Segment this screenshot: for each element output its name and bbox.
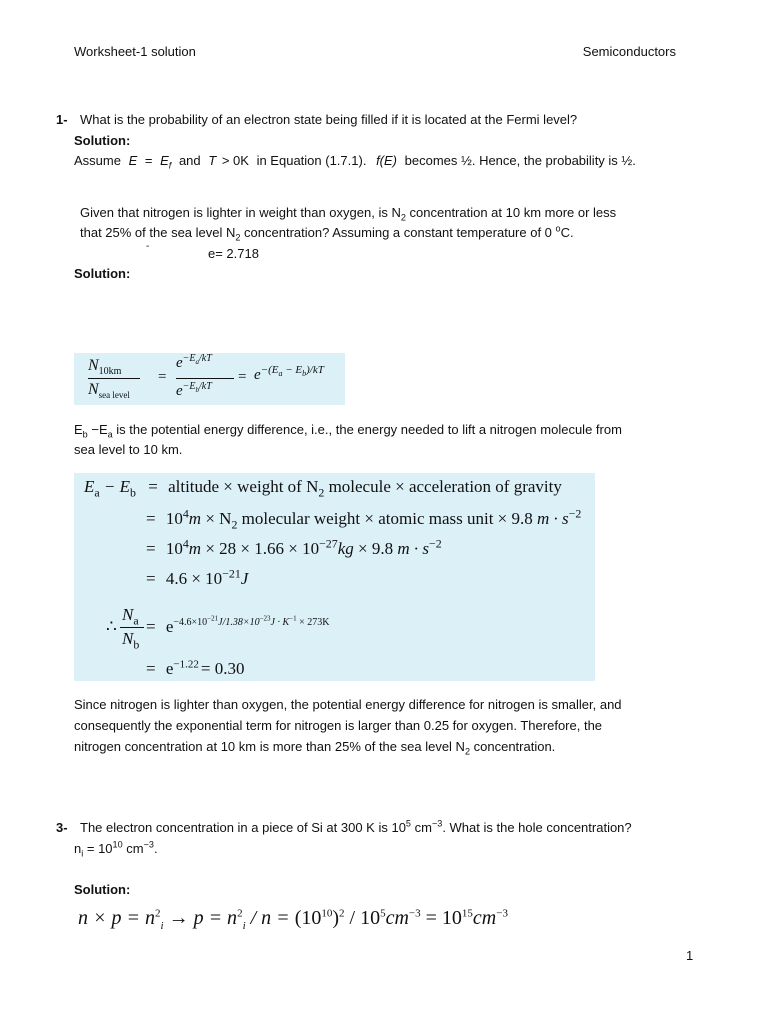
q2-question-line1: Given that nitrogen is lighter in weight than oxygen, is $N_2$ concentration at 10 km more or less [80, 205, 617, 223]
q2-question-line2: that 25% of the sea level $N_2$ concentration? Assuming a constant temperature of 0 $^o$C. [80, 223, 574, 243]
q3-question-line1: The electron concentration in a piece of Si at 300 K is $10^5$ $cm^{-3}$. What is the hole concentration? [80, 818, 632, 835]
derivation-frac-num: $N_a$ [122, 605, 139, 628]
q2-conclusion-line2: consequently the exponential term for nitrogen is larger than 0.25 for oxygen. Therefore, the [74, 718, 603, 733]
q2-explain-line1: $E_b -E_a$ is the potential energy difference, i.e., the energy needed to lift a nitrogen molecule from [74, 422, 622, 440]
derivation-frac-den: $N_b$ [122, 629, 140, 652]
q2-solution-label: Solution: [74, 266, 131, 281]
header-subject: Semiconductors [582, 44, 676, 59]
ratio-fraction-bar [88, 378, 140, 379]
ratio-exp-fraction-bar [176, 378, 234, 379]
ratio-bottom-exp: $e^{-E_b/kT}$ [176, 381, 212, 399]
ratio-rhs: $e^{-(E_a - E_b)/kT}$ [254, 364, 324, 383]
q3-solution-label: Solution: [74, 882, 131, 897]
ratio-numerator: $N_{10km}$ [88, 357, 122, 378]
derivation-line2: = $10^4m \times N_2$ molecular weight × atomic mass unit × 9.8 $m \cdot s^{-2}$ [146, 506, 582, 532]
derivation-therefore: ∴ [106, 617, 117, 636]
header-title: Worksheet-1 solution [74, 44, 196, 59]
ratio-equals-2: = [238, 369, 247, 385]
q2-explain-line2: sea level to 10 km. [74, 442, 183, 457]
q2-conclusion-line1: Since nitrogen is lighter than oxygen, the potential energy difference for nitrogen is smaller, and [74, 697, 622, 712]
q1-number: 1- [56, 112, 68, 127]
page-number: 1 [686, 948, 694, 963]
derivation-box [74, 473, 595, 681]
q2-dash: - [146, 241, 150, 252]
q1-question: What is the probability of an electron state being filled if it is located at the Fermi level? [80, 112, 578, 127]
q3-equation: $n \times p = n^2_i \to p = n^2_i / n = (10^{10})^2 / 10^5cm^{-3} = 10^{15}cm^{-3}$ [78, 907, 508, 932]
ratio-top-exp: $e^{-E_a/kT}$ [176, 353, 212, 371]
q1-solution-label: Solution: [74, 133, 131, 148]
derivation-frac-bar [120, 627, 144, 628]
ratio-denominator: $N_{sea level}$ [88, 381, 130, 401]
derivation-line1: $E_a - E_b$ = altitude × weight of $N_2$ molecule × acceleration of gravity [84, 477, 562, 500]
q2-e-value: e= 2.718 [208, 246, 259, 261]
q1-solution-text: Assume $E = E_f$ and T > 0K in Equation (1.7.1). f(E) becomes ½. Hence, the probability is ½. [74, 153, 636, 171]
derivation-line3: = $10^4m \times 28 \times 1.66 \times 10^{-27}kg \times 9.8$ $m \cdot s^{-2}$ [146, 536, 442, 558]
q2-conclusion-line3: nitrogen concentration at 10 km is more than 25% of the sea level $N_2$ concentration. [74, 739, 556, 757]
derivation-line5: = $e^{-4.6\times 10^{-21}J/1.38\times 10^{-23}J \cdot K^{-1} \times 273K}$ [146, 615, 330, 636]
ratio-equation-box [74, 353, 345, 405]
q3-question-line2: $n_i = 10^{10}$ $cm^{-3}$. [74, 839, 158, 859]
derivation-line4: = $4.6 \times 10^{-21}J$ [146, 566, 249, 588]
ratio-equals: = [158, 369, 167, 385]
q3-number: 3- [56, 820, 68, 835]
derivation-line6: = $e^{-1.22} = 0.30$ [146, 658, 245, 678]
